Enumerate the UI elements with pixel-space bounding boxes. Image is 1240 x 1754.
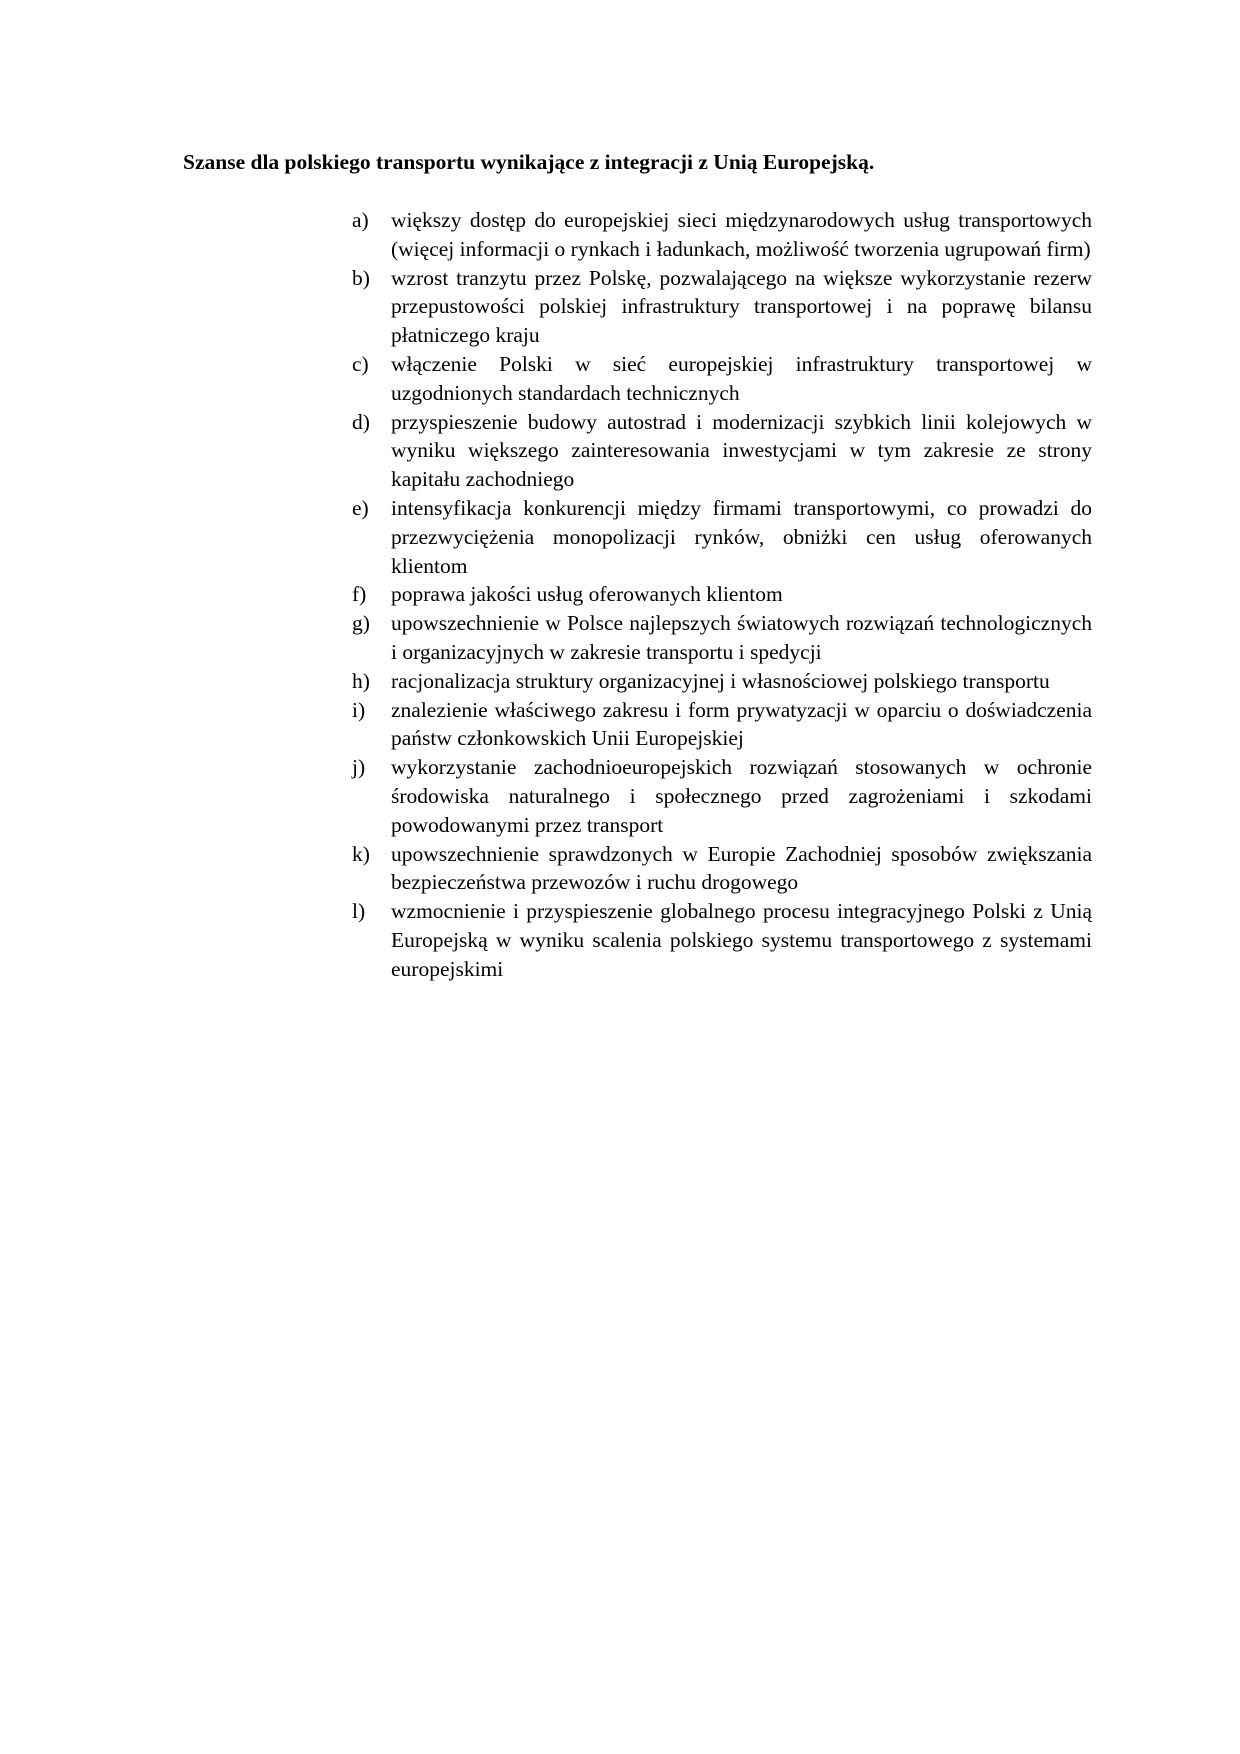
list-item-text: włączenie Polski w sieć europejskiej infrastruktury transportowej w uzgodnionych standardach technicznych: [391, 351, 1092, 405]
list-item: [352, 753, 1092, 839]
list-item: [352, 580, 1092, 609]
list-item: [352, 840, 1092, 898]
list-item: [352, 264, 1092, 350]
list-item-text: poprawa jakości usług oferowanych klientom: [391, 582, 783, 607]
list-item: [352, 494, 1092, 580]
list-item-text: znalezienie właściwego zakresu i form prywatyzacji w oparciu o doświadczenia państw członkowskich Unii Europejskiej: [391, 697, 1092, 751]
list-item-marker: f): [352, 582, 367, 607]
list-item: [352, 350, 1092, 408]
list-item-marker: k): [352, 841, 370, 866]
list-item-text: intensyfikacja konkurencji między firmami transportowymi, co prowadzi do przezwyciężenia monopolizacji rynków, obniżki cen usług oferowanych klientom: [391, 495, 1092, 578]
list-item: [352, 609, 1092, 667]
list-item-marker: j): [352, 755, 366, 780]
list-item: [352, 667, 1092, 696]
list-item-marker: d): [352, 409, 370, 434]
list-item-marker: b): [352, 265, 370, 290]
opportunities-list: [352, 206, 1092, 984]
list-item: [352, 408, 1092, 494]
list-item-text: upowszechnienie sprawdzonych w Europie Zachodniej sposobów zwiększania bezpieczeństwa przewozów i ruchu drogowego: [391, 841, 1092, 895]
document-title: Szanse dla polskiego transportu wynikające z integracji z Unią Europejską.: [183, 150, 875, 174]
list-item: [352, 206, 1092, 264]
list-item-marker: i): [352, 697, 366, 722]
list-item-marker: h): [352, 668, 370, 693]
list-item-text: upowszechnienie w Polsce najlepszych światowych rozwiązań technologicznych i organizacyjnych w zakresie transportu i spedycji: [391, 611, 1092, 664]
list-item-marker: g): [352, 611, 370, 636]
list-item-marker: a): [352, 208, 369, 232]
list-item-marker: e): [352, 495, 369, 520]
list-item-text: przyspieszenie budowy autostrad i modernizacji szybkich linii kolejowych w wyniku większego zainteresowania inwestycjami w tym zakresie ze strony kapitału zachodniego: [391, 409, 1092, 492]
list-item-marker: c): [352, 351, 369, 376]
list-item-text: racjonalizacja struktury organizacyjnej i własnościowej polskiego transportu: [391, 668, 1050, 693]
list-item-marker: l): [352, 899, 366, 924]
list-item-text: wzmocnienie i przyspieszenie globalnego procesu integracyjnego Polski z Unią Europejską w wyniku scalenia polskiego systemu transportowego z systemami europejskimi: [391, 899, 1092, 981]
list-item: [352, 696, 1092, 754]
list-item-text: większy dostęp do europejskiej sieci międzynarodowych usług transportowych (więcej informacji o rynkach i ładunkach, możliwość tworzenia ugrupowań firm): [391, 208, 1092, 261]
list-item-text: wykorzystanie zachodnioeuropejskich rozwiązań stosowanych w ochronie środowiska naturalnego i społecznego przed zagrożeniami i szkodami powodowanymi przez transport: [391, 755, 1092, 837]
list-item-text: wzrost tranzytu przez Polskę, pozwalającego na większe wykorzystanie rezerw przepustowości polskiej infrastruktury transportowej i na poprawę bilansu płatniczego kraju: [391, 265, 1092, 348]
list-item: [352, 897, 1092, 983]
